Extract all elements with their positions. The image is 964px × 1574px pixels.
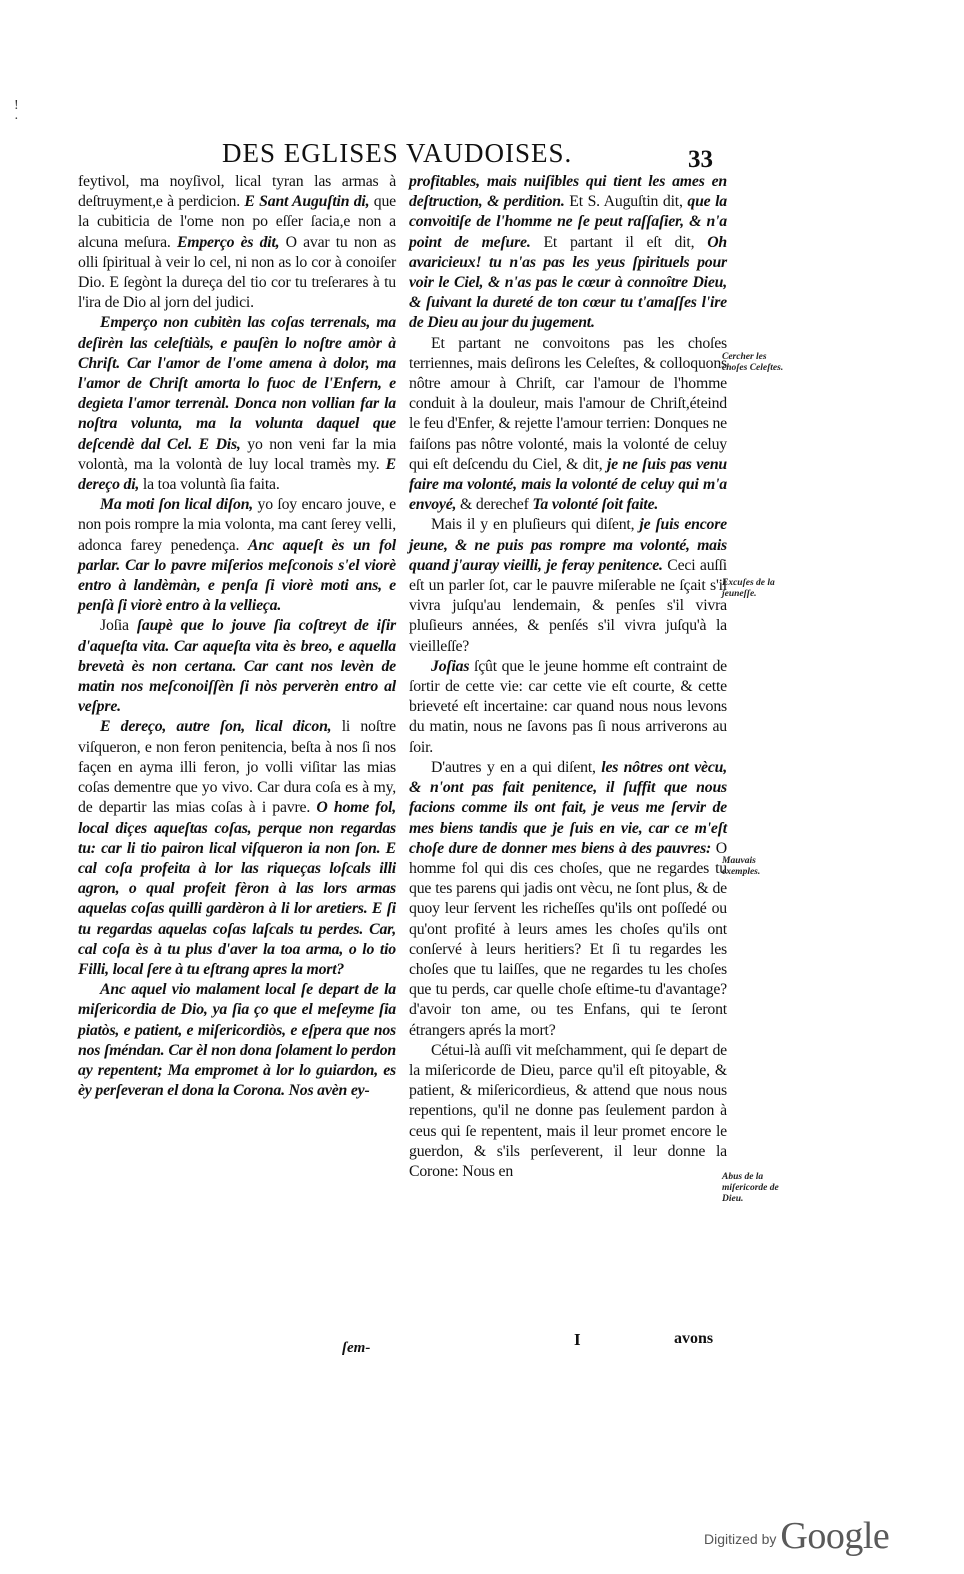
- italic-text: E Sant Auguſtin di,: [244, 193, 374, 211]
- italic-text: Anc aquel vio malament local ſe depart de la miſericordia de Dio, ya ſia ço que el meſeyme ſia piatòs, e patient, e miſericordiòs, e eſpera que nos nos ſméndan. Car èl non dona ſolament lo perdon ay repentent; Ma empromet à lor lo guiardon, es èy perſeveran el dona la Corona. Nos avèn ey-: [78, 981, 396, 1100]
- italic-text: Emperço ès dit,: [176, 233, 286, 251]
- page-mark: ·: [14, 112, 19, 127]
- roman-text: que la cubiticia de l'ome non po eſſer ſacia,e non a alcuna meſura.: [78, 193, 396, 251]
- roman-text: O avar tu non as olli ſpiritual à veir lo cel, ni non as lo cor à conoiſer Dio. E ſegònt la dureça del tio cor tu treſerares à tu l'ira de Dio al jorn del judici.: [78, 233, 396, 312]
- paragraph: [409, 334, 727, 516]
- paragraph: [409, 758, 727, 1041]
- left-column-occitan: [78, 172, 396, 1101]
- italic-text: je ſuis encore jeune, & ne puis pas rompre ma volonté, mais quand j'auray vieilli, je feray penitence.: [409, 516, 727, 574]
- italic-text: profitables, mais nuiſibles qui tient les ames en deſtruction, & perdition.: [409, 173, 727, 211]
- paragraph: [409, 172, 727, 334]
- signature-mark: I: [574, 1330, 581, 1349]
- italic-text: Emperço non cubitèn las coſas terrenals, ma deſirèn las celeſtiàls, e pauſèn lo noſtre amòr à Chriſt. Car l'amor de l'ome amena à dolor, ma l'amor de Chriſt amorta lo fuoc de l'Enfern, e degieta l'amor terrenàl. Donca non vollian far la noſtra volunta, ma la volunta daquel que deſcendè dal Cel. E Dis,: [78, 314, 396, 453]
- roman-text: yo non veni far la mia volontà, ma la volontà de luy local tramès my.: [78, 435, 397, 473]
- page-number: 33: [688, 146, 713, 173]
- margin-note: Excuſes de la jeuneſſe.: [722, 578, 775, 599]
- roman-text: Mais il y en pluſieurs qui diſent,: [431, 516, 640, 534]
- roman-text: yo ſoy encaro jouve, e non pois rompre la mia volonta, ma cant ſerey velli, adonca farey penedença.: [78, 496, 396, 554]
- paragraph: [78, 172, 396, 313]
- roman-text: la toa voluntà ſia faita.: [142, 476, 280, 494]
- italic-text: E dereço di,: [78, 455, 396, 494]
- roman-text: Et S. Auguſtin dit,: [569, 193, 688, 211]
- right-column-french: [409, 172, 727, 1182]
- page-mark: !: [14, 98, 19, 113]
- roman-text: D'autres y en a qui diſent,: [431, 758, 602, 776]
- italic-text: que la convoitiſe de l'homme ne ſe peut raſſaſier, & n'a point de meſure.: [409, 193, 728, 251]
- italic-text: ſaupè que lo jouve ſia coſtreyt de iſir d'aqueſta vita. Car aqueſta vita ès breo, e aquella brevetà ès non certana. Car cant nos levèn de matin nos meſconoiſſèn ſi nòs perverèn entro al veſpre.: [78, 617, 396, 716]
- roman-text: & derechef: [460, 496, 533, 514]
- catchword-left: ſem-: [342, 1340, 371, 1356]
- paragraph: [78, 980, 396, 1101]
- roman-text: Cétui-là auſſi vit meſchamment, qui ſe depart de la miſericorde de Dieu, parce qu'il eſt pitoyable, & patient, & miſericordieus, & attend que nous nous repentions, qu'il ne donne pas ſeulement pardon à ceus qui ſe repentent, mais il leur promet encore le guerdon, & s'ils perſeverent, il leur donne la Corone: Nous en: [409, 1041, 727, 1180]
- italic-text: E dereço, autre ſon, lical dicon,: [100, 718, 342, 736]
- watermark-prefix: Digitized by: [704, 1531, 777, 1547]
- roman-text: li noſtre viſqueron, e non feron penitencia, beſta à nos ſi nos façen en ayma illi feron, jo volli viſitar las mias coſas dementre que yo vivo. Car dura coſa es à my, de departir las mias coſas à i pavre.: [78, 718, 396, 817]
- italic-text: Oh avaricieux! tu n'as pas les yeus ſpirituels pour voir le Ciel, & n'as pas le cœur à connoître Dieu, & ſuivant la dureté de ton cœur tu t'amaſſes l'ire de Dieu au jour du jugement.: [409, 233, 727, 332]
- margin-note: Mauvais exemples.: [722, 856, 761, 877]
- running-title: DES EGLISES VAUDOISES.: [222, 138, 573, 168]
- paragraph: [409, 515, 727, 656]
- italic-text: je ne ſuis pas venu faire ma volonté, mais la volonté de celuy qui m'a envoyé,: [409, 455, 727, 514]
- digitized-watermark: [704, 1514, 889, 1558]
- roman-text: Et partant il eſt dit,: [543, 233, 708, 251]
- margin-note: Abus de la miſericorde de Dieu.: [722, 1172, 779, 1204]
- italic-text: Joſias: [431, 657, 475, 675]
- italic-text: Ta volonté ſoit faite.: [532, 496, 659, 514]
- paragraph: [78, 495, 396, 616]
- catchword-right: avons: [674, 1330, 714, 1347]
- paragraph: [78, 717, 396, 980]
- roman-text: ſçût que le jeune homme eſt contraint de ſortir de cette vie: car cette vie eſt courte, & cette brieveté eſt incertaine: car quand nous nous levons du matin, nous ne ſavons pas ſi nous arriverons au ſoir.: [409, 657, 727, 756]
- google-logo: Google: [780, 1515, 890, 1557]
- italic-text: Ma moti ſon lical diſon,: [100, 496, 258, 514]
- roman-text: Et partant ne convoitons pas les choſes terriennes, mais deſirons les Celeſtes, & colloquons nôtre amour à Chriſt, car l'amour de l'homme conduit à la douleur, mais l'amour de Chriſt,éteind le feu d'Enfer, & rejette l'amour terrien: Donques ne faiſons pas nôtre volonté, mais la volonté de celuy qui eſt deſcendu du Ciel, & dit,: [409, 334, 727, 473]
- paragraph: [78, 313, 396, 495]
- paragraph: [409, 657, 727, 758]
- paragraph: [409, 1041, 727, 1182]
- roman-text: O homme fol qui dis ces choſes, que ne regardes tu que tes parens qui jadis ont vècu, ne ſont plus, & de quoy leur ſervent les richeſſes qu'ils ont poſſedé ou qu'ont profité à leurs ames les choſes qu'ils ont conſervé à leurs heritiers? Et ſi tu regardes les choſes que tu laiſſes, que ne regardes tu les choſes que tu perds, car quelle choſe eſtime-tu d'avantage? d'avoir ton ame, ou tes Enfans, qui te ſeront étrangers aprés la mort?: [409, 839, 727, 1039]
- roman-text: Ceci auſſi eſt un parler ſot, car le pauvre miſerable ne ſçait s'il vivra juſqu'au lendemain, & penſes s'il vivra pluſieurs années, & penſés s'il vivra juſqu'à la vieilleſſe?: [409, 556, 727, 655]
- italic-text: Anc aqueſt ès un fol parlar. Car lo pavre miſerios meſconois s'el viorè entro à landèmàn, e penſa ſi viorè moti ans, e penſà ſi viorè entro à la vellieça.: [78, 536, 396, 615]
- margin-note: Cercher les choſes Celeſtes.: [722, 352, 784, 373]
- paragraph: [78, 616, 396, 717]
- roman-text: Joſia: [100, 617, 137, 635]
- roman-text: feytivol, ma noyſivol, lical tyran las armas à deſtruyment,e à perdicion.: [78, 173, 396, 211]
- italic-text: les nôtres ont vècu, & n'ont pas fait penitence, il ſuffit que nous facions comme ils ont fait, je veus me ſervir de mes biens tandis que je ſuis en vie, car ce m'eſt choſe dure de donner mes biens à des pauvres:: [409, 758, 727, 857]
- italic-text: O home fol, local diçes aqueſtas coſas, perque non regardas tu: car li tio pairon lical viſqueron ia non ſon. E cal coſa profeita à lor las riqueças loſcals illi agron, o qual profeit fèron à las lors armas aquelas coſas quilli gardèron à li lor aretiers. E ſi tu regardas aquelas coſas laſcals tu perdes. Car, cal coſa ès à tu plus d'aver la toa arma, o lo tio Filli, local ſere à tu eſtrang apres la mort?: [78, 799, 396, 978]
